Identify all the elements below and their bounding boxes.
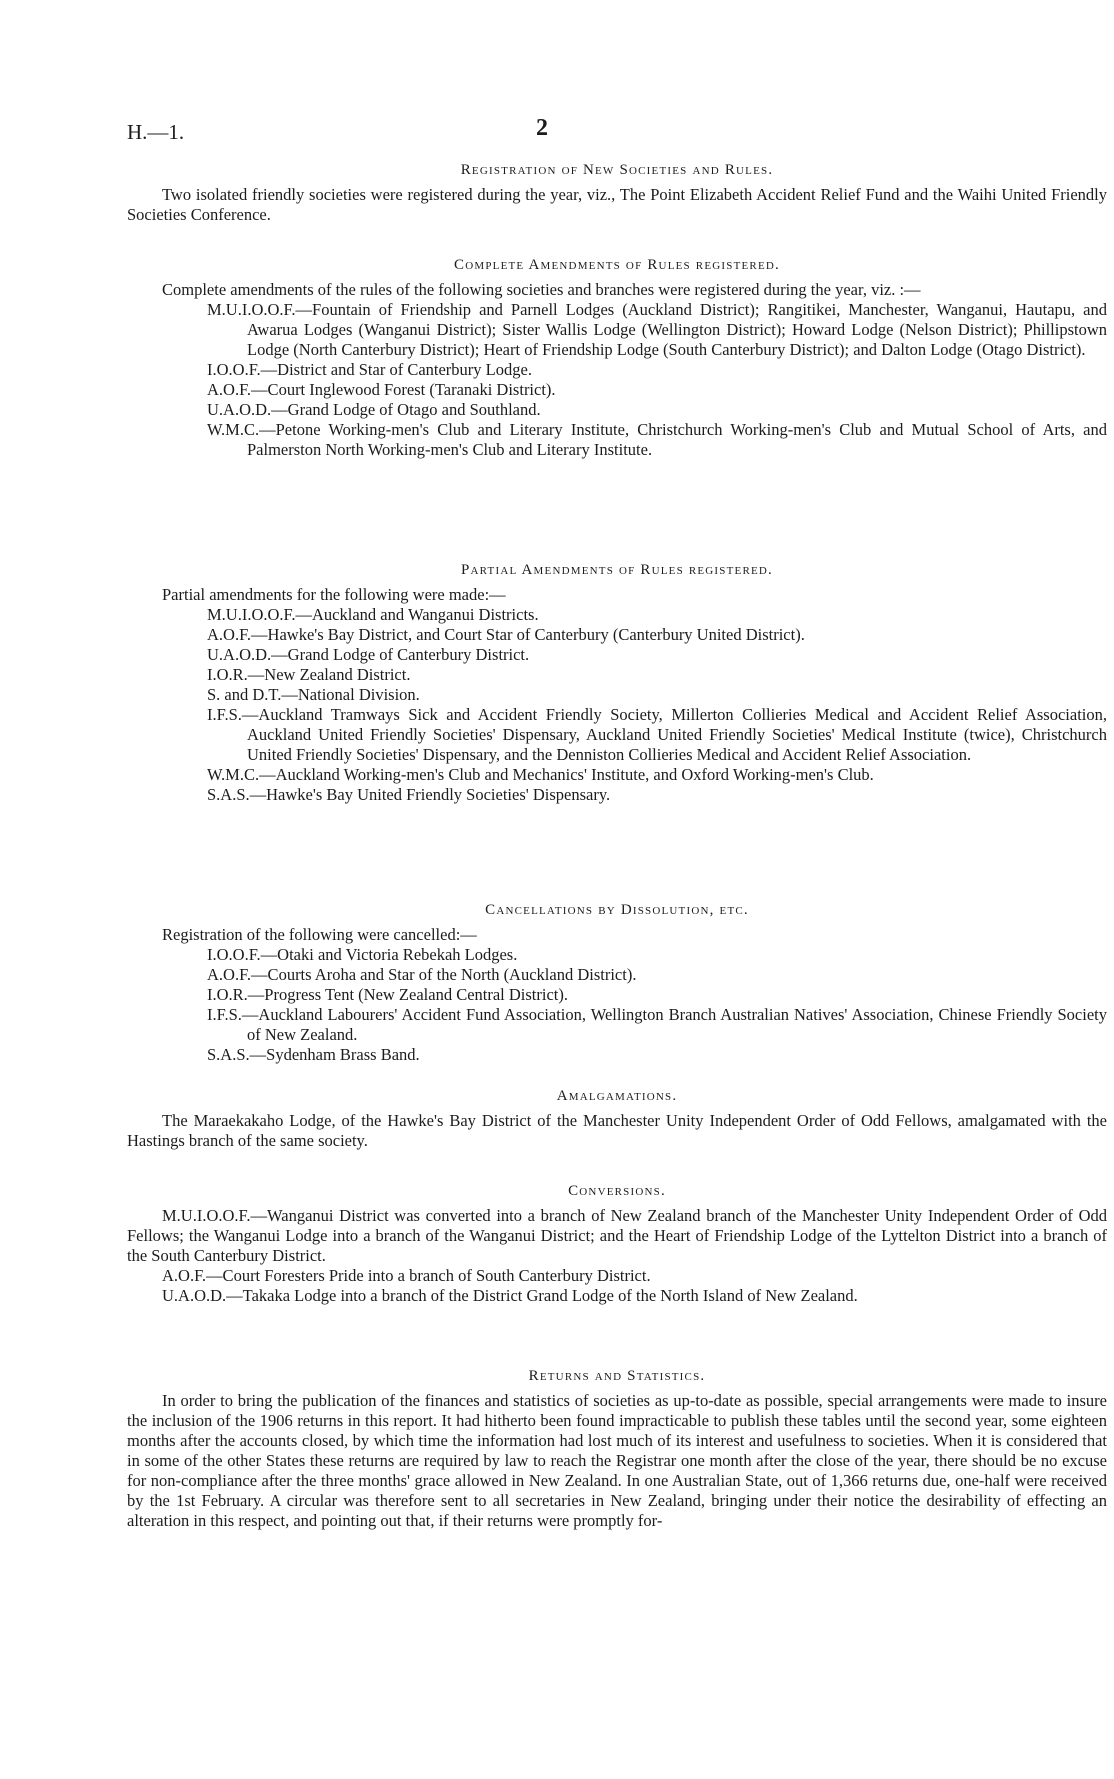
section-heading: Registration of New Societies and Rules.: [460, 162, 774, 178]
list-item: U.A.O.D.—Grand Lodge of Canterbury District.: [207, 645, 530, 664]
section-complete-amendments: [127, 257, 1107, 460]
list-item: I.O.O.F.—District and Star of Canterbury Lodge.: [207, 360, 532, 379]
list-item: I.O.R.—Progress Tent (New Zealand Central District).: [207, 985, 568, 1004]
list-item: I.O.O.F.—Otaki and Victoria Rebekah Lodges.: [207, 945, 518, 964]
report-reference: H.—1.: [127, 120, 185, 144]
list-item: A.O.F.—Hawke's Bay District, and Court Star of Canterbury (Canterbury United District).: [207, 625, 805, 644]
section-intro: Complete amendments of the rules of the following societies and branches were registered during the year, viz. :—: [162, 280, 921, 299]
section-heading: Conversions.: [568, 1183, 666, 1199]
section-conversions: [127, 1183, 1107, 1306]
section-text: Two isolated friendly societies were registered during the year, viz., The Point Elizabeth Accident Relief Fund and the Waihi United Friendly Societies Conference.: [127, 185, 1107, 224]
section-partial-amendments: [127, 562, 1107, 805]
list-item: U.A.O.D.—Grand Lodge of Otago and Southland.: [207, 400, 541, 419]
section-heading: Amalgamations.: [556, 1088, 678, 1104]
list-item: S. and D.T.—National Division.: [207, 685, 420, 704]
section-amalgamations: [127, 1088, 1107, 1151]
section-returns-statistics: [127, 1368, 1107, 1531]
list-item: M.U.I.O.O.F.—Fountain of Friendship and Parnell Lodges (Auckland District); Rangitikei, Manchester, Wanganui, Hautapu, and Awarua Lodges (Wanganui District); Sister Wallis Lodge (Wellington District); Howard Lodge (Nelson District); Phillipstown Lodge (North Canterbury District); Heart of Friendship Lodge (South Canterbury District); and Dalton Lodge (Otago District).: [207, 300, 1107, 359]
section-intro: Partial amendments for the following were made:—: [162, 585, 506, 604]
list-item: S.A.S.—Sydenham Brass Band.: [207, 1045, 420, 1064]
list-item: W.M.C.—Auckland Working-men's Club and Mechanics' Institute, and Oxford Working-men's Club.: [207, 765, 874, 784]
list-item: A.O.F.—Court Inglewood Forest (Taranaki District).: [207, 380, 556, 399]
section-heading: Cancellations by Dissolution, etc.: [485, 902, 749, 918]
paragraph: In order to bring the publication of the finances and statistics of societies as up-to-date as possible, special arrangements were made to insure the inclusion of the 1906 returns in this report. It had hitherto been found impracticable to publish these tables until the second year, some eighteen months after the accounts closed, by which time the information had lost much of its interest and usefulness to societies. When it is considered that in some of the other States these returns are required by law to reach the Registrar one month after the close of the year, there should be no excuse for non-compliance after the three months' grace allowed in New Zealand. In one Australian State, out of 1,366 returns due, one-half were received by the 1st February. A circular was therefore sent to all secretaries in New Zealand, bringing under their notice the desirability of effecting an alteration in this respect, and pointing out that, if their returns were promptly for-: [127, 1391, 1107, 1530]
section-cancellations: [127, 902, 1107, 1065]
section-heading: Complete Amendments of Rules registered.: [454, 257, 780, 273]
list-item: I.O.R.—New Zealand District.: [207, 665, 411, 684]
paragraph: M.U.I.O.O.F.—Wanganui District was converted into a branch of New Zealand branch of the Manchester Unity Independent Order of Odd Fellows; the Wanganui Lodge into a branch of the Wanganui District; and the Heart of Friendship Lodge of the Lyttelton District into a branch of the South Canterbury District.: [127, 1206, 1107, 1265]
paragraph: A.O.F.—Court Foresters Pride into a branch of South Canterbury District.: [162, 1266, 651, 1285]
list-item: A.O.F.—Courts Aroha and Star of the North (Auckland District).: [207, 965, 637, 984]
list-item: M.U.I.O.O.F.—Auckland and Wanganui Districts.: [207, 605, 539, 624]
page-number: 2: [536, 115, 548, 141]
paragraph: U.A.O.D.—Takaka Lodge into a branch of the District Grand Lodge of the North Island of New Zealand.: [162, 1286, 858, 1305]
section-heading: Returns and Statistics.: [528, 1368, 706, 1384]
list-item: I.F.S.—Auckland Labourers' Accident Fund Association, Wellington Branch Australian Natives' Association, Chinese Friendly Society of New Zealand.: [207, 1005, 1107, 1044]
list-item: I.F.S.—Auckland Tramways Sick and Accident Friendly Society, Millerton Collieries Medical and Accident Relief Association, Auckland United Friendly Societies' Dispensary, Auckland United Friendly Societies' Medical Institute (twice), Christchurch United Friendly Societies' Dispensary, and the Denniston Collieries Medical and Accident Relief Association.: [207, 705, 1107, 764]
section-heading: Partial Amendments of Rules registered.: [460, 562, 774, 578]
list-item: S.A.S.—Hawke's Bay United Friendly Societies' Dispensary.: [207, 785, 611, 804]
section-text: The Maraekakaho Lodge, of the Hawke's Bay District of the Manchester Unity Independent Order of Odd Fellows, amalgamated with the Hastings branch of the same society.: [127, 1111, 1107, 1150]
section-intro: Registration of the following were cancelled:—: [162, 925, 477, 944]
section-registration: [127, 162, 1107, 225]
list-item: W.M.C.—Petone Working-men's Club and Literary Institute, Christchurch Working-men's Club and Mutual School of Arts, and Palmerston North Working-men's Club and Literary Institute.: [207, 420, 1107, 459]
